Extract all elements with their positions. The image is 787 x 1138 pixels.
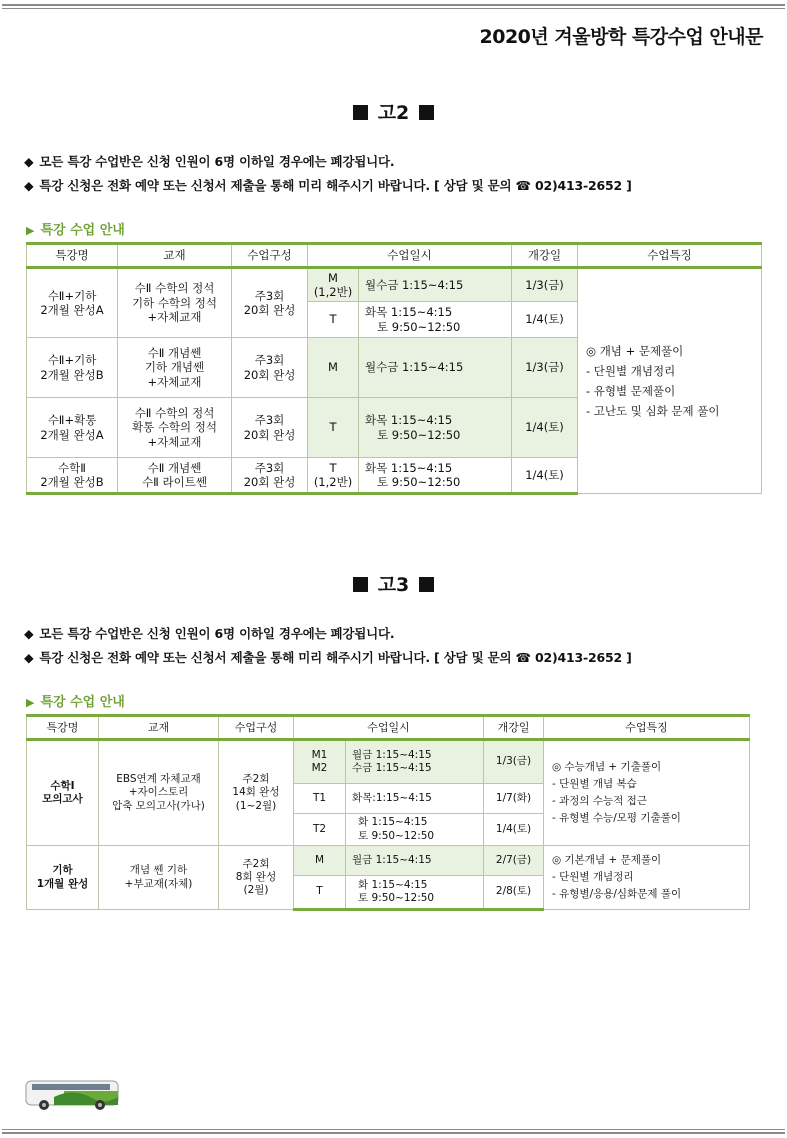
course-plan: 주2회 8회 완성 (2월) — [219, 846, 294, 910]
class-time: 화목 1:15~4:15 토 9:50~12:50 — [359, 398, 512, 458]
course-name: 기하 1개월 완성 — [27, 846, 99, 910]
notice-line-1: ◆ 모든 특강 수업반은 신청 인원이 6명 이하일 경우에는 폐강됩니다. — [24, 626, 395, 641]
course-features: ◎ 개념 + 문제풀이 - 단원별 개념정리 - 유형별 문제풀이 - 고난도 및 심화 문제 풀이 — [578, 268, 762, 494]
diamond-icon: ◆ — [24, 154, 34, 169]
top-rule-thin — [2, 8, 785, 9]
section-heading-go3 — [0, 570, 787, 597]
bottom-rule — [2, 1132, 785, 1134]
class-time: 월금 1:15~4:15 수금 1:15~4:15 — [346, 740, 484, 784]
class-code: M1 M2 — [294, 740, 346, 784]
course-book: 수Ⅱ 수학의 정석 기하 수학의 정석 +자체교재 — [118, 268, 232, 338]
class-time: 화 1:15~4:15 토 9:50~12:50 — [346, 876, 484, 910]
class-time: 월수금 1:15~4:15 — [359, 338, 512, 398]
course-plan: 주3회 20회 완성 — [232, 268, 308, 338]
section-heading-go2 — [0, 98, 787, 125]
start-date: 1/3(금) — [512, 338, 578, 398]
course-features: ◎ 수능개념 + 기출풀이 - 단원별 개념 복습 - 과정의 수능적 접근 - 유형별 수능/모평 기출풀이 — [544, 740, 750, 846]
section-title: 고2 — [377, 102, 410, 124]
start-date: 1/4(토) — [484, 814, 544, 846]
class-time: 월수금 1:15~4:15 — [359, 268, 512, 302]
notice-line-1: ◆ 모든 특강 수업반은 신청 인원이 6명 이하일 경우에는 폐강됩니다. — [24, 154, 395, 169]
square-icon — [353, 105, 368, 120]
course-name: 수학Ⅱ 2개월 완성B — [27, 458, 118, 494]
course-name: 수학Ⅰ 모의고사 — [27, 740, 99, 846]
square-icon — [419, 577, 434, 592]
course-book: 개념 쎈 기하 +부교재(자체) — [99, 846, 219, 910]
diamond-icon: ◆ — [24, 178, 34, 193]
header-start: 개강일 — [512, 244, 578, 268]
course-book: EBS연계 자체교재 +자이스토리 압축 모의고사(가나) — [99, 740, 219, 846]
header-plan: 수업구성 — [232, 244, 308, 268]
notice-line-2: ◆ 특강 신청은 전화 예약 또는 신청서 제출을 통해 미리 해주시기 바랍니다. [ 상담 및 문의 ☎ 02)413-2652 ] — [24, 650, 632, 665]
course-name: 수Ⅱ+기하 2개월 완성B — [27, 338, 118, 398]
bus-icon — [24, 1077, 122, 1113]
top-rule — [2, 4, 785, 6]
header-start: 개강일 — [484, 716, 544, 740]
header-schedule: 수업일시 — [294, 716, 484, 740]
course-plan: 주3회 20회 완성 — [232, 338, 308, 398]
class-time: 월금 1:15~4:15 — [346, 846, 484, 876]
course-book: 수Ⅱ 개념쎈 기하 개념쎈 +자체교재 — [118, 338, 232, 398]
start-date: 1/4(토) — [512, 302, 578, 338]
start-date: 2/7(금) — [484, 846, 544, 876]
start-date: 1/7(화) — [484, 784, 544, 814]
diamond-icon: ◆ — [24, 650, 34, 665]
start-date: 2/8(토) — [484, 876, 544, 910]
sub-heading: ▶ 특강 수업 안내 — [26, 223, 125, 238]
course-book: 수Ⅱ 수학의 정석 확통 수학의 정석 +자체교재 — [118, 398, 232, 458]
course-name: 수Ⅱ+기하 2개월 완성A — [27, 268, 118, 338]
class-code: T — [308, 302, 359, 338]
square-icon — [419, 105, 434, 120]
class-code: T — [294, 876, 346, 910]
start-date: 1/3(금) — [512, 268, 578, 302]
header-schedule: 수업일시 — [308, 244, 512, 268]
course-book: 수Ⅱ 개념쎈 수Ⅱ 라이트쎈 — [118, 458, 232, 494]
class-code: T2 — [294, 814, 346, 846]
class-code: M (1,2반) — [308, 268, 359, 302]
go2-course-table — [26, 242, 762, 495]
course-plan: 주3회 20회 완성 — [232, 458, 308, 494]
diamond-icon: ◆ — [24, 626, 34, 641]
header-book: 교재 — [118, 244, 232, 268]
triangle-right-icon: ▶ — [26, 696, 35, 709]
class-time: 화목 1:15~4:15 토 9:50~12:50 — [359, 302, 512, 338]
class-time: 화 1:15~4:15 토 9:50~12:50 — [346, 814, 484, 846]
course-plan: 주3회 20회 완성 — [232, 398, 308, 458]
class-time: 화목:1:15~4:15 — [346, 784, 484, 814]
notice-line-2: ◆ 특강 신청은 전화 예약 또는 신청서 제출을 통해 미리 해주시기 바랍니다. [ 상담 및 문의 ☎ 02)413-2652 ] — [24, 178, 632, 193]
header-plan: 수업구성 — [219, 716, 294, 740]
course-plan: 주2회 14회 완성 (1~2월) — [219, 740, 294, 846]
header-name: 특강명 — [27, 716, 99, 740]
class-code: T1 — [294, 784, 346, 814]
course-name: 수Ⅱ+확통 2개월 완성A — [27, 398, 118, 458]
bottom-rule-thin — [2, 1129, 785, 1130]
header-name: 특강명 — [27, 244, 118, 268]
class-code: T — [308, 398, 359, 458]
class-code: T (1,2반) — [308, 458, 359, 494]
class-time: 화목 1:15~4:15 토 9:50~12:50 — [359, 458, 512, 494]
header-features: 수업특징 — [578, 244, 762, 268]
document-title: 2020년 겨울방학 특강수업 안내문 — [479, 26, 763, 48]
start-date: 1/4(토) — [512, 398, 578, 458]
course-features: ◎ 기본개념 + 문제풀이 - 단원별 개념정리 - 유형별/응용/심화문제 풀이 — [544, 846, 750, 910]
square-icon — [353, 577, 368, 592]
start-date: 1/3(금) — [484, 740, 544, 784]
start-date: 1/4(토) — [512, 458, 578, 494]
class-code: M — [294, 846, 346, 876]
header-book: 교재 — [99, 716, 219, 740]
triangle-right-icon: ▶ — [26, 224, 35, 237]
go3-course-table — [26, 714, 750, 911]
header-features: 수업특징 — [544, 716, 750, 740]
sub-heading: ▶ 특강 수업 안내 — [26, 695, 125, 710]
class-code: M — [308, 338, 359, 398]
section-title: 고3 — [377, 574, 410, 596]
